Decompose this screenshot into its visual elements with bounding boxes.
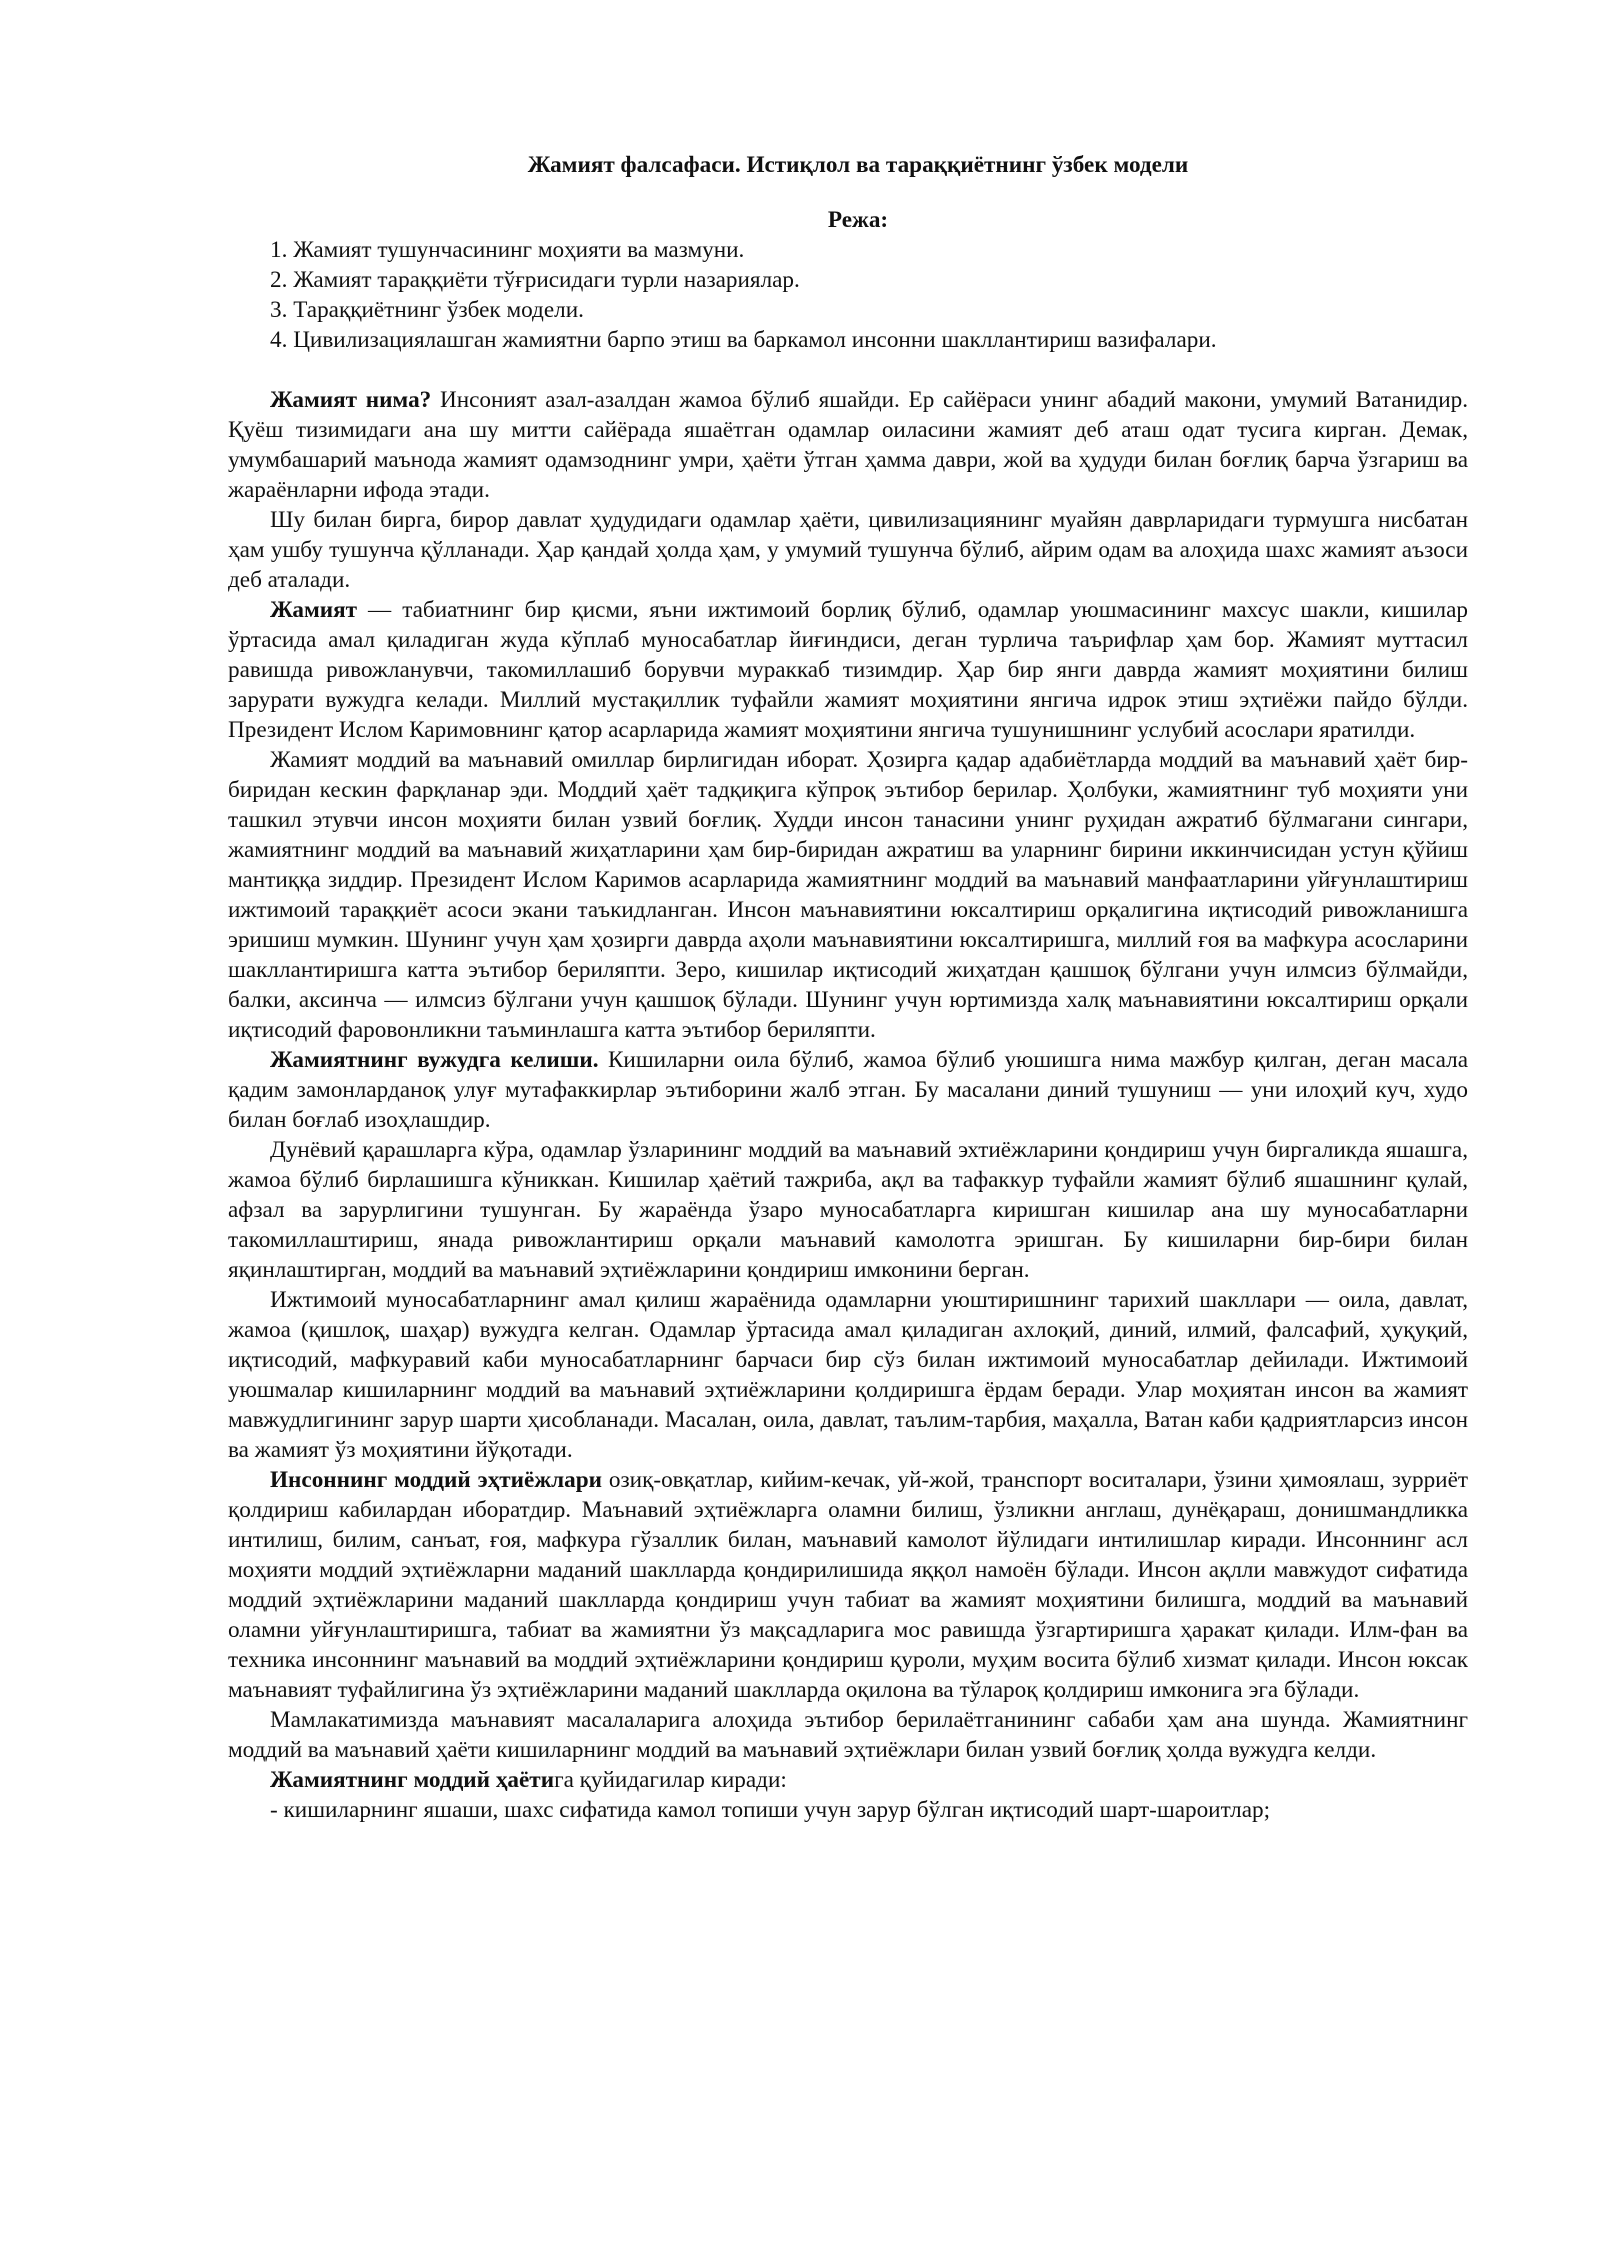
paragraph-text: Дунёвий қарашларга кўра, одамлар ўзларининг моддий ва маънавий эхтиёжларини қондириш учун биргаликда яшашга, жамоа бўлиб бирлашишга кўниккан. Кишилар ҳаётий тажриба, ақл ва тафаккур туфайли жамият бўлиб яшашнинг қулай, афзал ва зарурлигини тушунган. Бу жараёнда ўзаро муносабатларга киришган кишилар ана шу муносабатларни такомиллаштириш, янада ривожлантириш орқали маънавий камолотга эришган. Бу кишиларни бир-бири билан яқинлаштирган, моддий ва маънавий эҳтиёжларини қондириш имконини берган.	[228, 1137, 1468, 1283]
list-item: - кишиларнинг яшаши, шахс сифатида камол топиши учун зарур бўлган иқтисодий шарт-шароитлар;	[270, 1797, 1271, 1823]
paragraph-text: Кишиларни оила бўлиб, жамоа бўлиб уюшишга нима мажбур қилган, деган масала қадим замонларданоқ улуғ мутафаккирлар эътиборини жалб этган. Бу масалани диний тушуниш — уни илоҳий куч, худо билан боғлаб изоҳлашдир.	[228, 1047, 1468, 1133]
plan-item: 4. Цивилизациялашган жамиятни барпо этиш ва баркамол инсонни шакллантириш вазифалари.	[270, 327, 1217, 353]
paragraph	[228, 1765, 1468, 1795]
paragraph	[228, 1285, 1468, 1465]
paragraph-text: озиқ-овқатлар, кийим-кечак, уй-жой, транспорт воситалари, ўзини ҳимоялаш, зурриёт қолдириш кабилардан иборатдир. Маънавий эҳтиёжларга оламни билиш, ўзликни англаш, дунёқараш, донишмандликка интилиш, билим, санъат, ғоя, мафкура гўзаллик билан, маънавий камолот йўлидаги интилишлар киради. Инсоннинг асл моҳияти моддий эҳтиёжларни маданий шаклларда қондирилишида яққол намоён бўлади. Инсон ақлли мавжудот сифатида моддий эҳтиёжларини маданий шаклларда қондириш учун табиат ва жамият моҳиятини билишга, моддий ва маънавий оламни уйғунлаштиришга, табиат ва жамиятни ўз мақсадларига мос равишда ўзгартиришга ҳаракат қилади. Илм-фан ва техника инсоннинг маънавий ва моддий эҳтиёжларини қондириш қуроли, муҳим восита бўлиб хизмат қилади. Инсон юксак маънавият туфайлигина ўз эҳтиёжларини маданий шаклларда оқилона ва тўлароқ қолдириш имконига эга бўлади.	[228, 1467, 1469, 1703]
paragraph-text: Ижтимоий муносабатларнинг амал қилиш жараёнида одамларни уюштиришнинг тарихий шакллари — оила, давлат, жамоа (қишлоқ, шаҳар) вужудга келган. Одамлар ўртасида амал қиладиган ахлоқий, диний, илмий, фалсафий, ҳуқуқий, иқтисодий, мафкуравий каби муносабатларнинг барчаси бир сўз билан ижтимоий муносабатлар дейилади. Ижтимоий уюшмалар кишиларнинг моддий ва маънавий эҳтиёжларини қолдиришга ёрдам беради. Улар моҳиятан инсон ва жамият мавжудлигининг зарур шарти ҳисобланади. Масалан, оила, давлат, таълим-тарбия, маҳалла, Ватан каби қадриятларсиз инсон ва жамият ўз моҳиятини йўқотади.	[228, 1287, 1468, 1463]
document-page	[228, 150, 1468, 1825]
paragraph-text: — табиатнинг бир қисми, яъни ижтимоий борлиқ бўлиб, одамлар уюшмасининг махсус шакли, кишилар ўртасида амал қиладиган жуда кўплаб муносабатлар йиғиндиси, деган турлича таърифлар ҳам бор. Жамият муттасил равишда ривожланувчи, такомиллашиб борувчи мураккаб тизимдир. Ҳар бир янги даврда жамият моҳиятини билиш зарурати вужудга келади. Миллий мустақиллик туфайли жамият моҳиятини янгича идрок этиш эҳтиёжи пайдо бўлди. Президент Ислом Каримовнинг қатор асарларида жамият моҳиятини янгича тушунишнинг услубий асослари яратилди.	[228, 597, 1468, 743]
paragraph-text: Шу билан бирга, бирор давлат ҳудудидаги одамлар ҳаёти, цивилизациянинг муайян даврларидаги турмушга нисбатан ҳам ушбу тушунча қўлланади. Ҳар қандай ҳолда ҳам, у умумий тушунча бўлиб, айрим одам ва алоҳида шахс жамият аъзоси деб аталади.	[228, 507, 1468, 593]
document-title: Жамият фалсафаси. Истиқлол ва тараққиётнинг ўзбек модели	[527, 152, 1189, 178]
plan-heading: Режа:	[827, 207, 889, 233]
paragraph	[228, 1705, 1468, 1765]
paragraph	[228, 1135, 1468, 1285]
paragraph-text: га қуйидагилар киради:	[554, 1767, 787, 1793]
paragraph-lead: Жамиятнинг вужудга келиши.	[270, 1047, 599, 1073]
paragraph-lead: Жамият нима?	[270, 387, 432, 413]
paragraph	[228, 385, 1468, 505]
paragraph-text: Жамият моддий ва маънавий омиллар бирлигидан иборат. Ҳозирга қадар адабиётларда моддий ва маънавий ҳаёт бир-биридан кескин фарқланар эди. Моддий ҳаёт тадқиқига кўпроқ эътибор берилар. Ҳолбуки, жамиятнинг туб моҳияти уни ташкил этувчи инсон моҳияти билан узвий боғлиқ. Худди инсон танасини унинг руҳидан ажратиб бўлмагани сингари, жамиятнинг моддий ва маънавий жиҳатларини ҳам бир-биридан ажратиш ва уларнинг бирини иккинчисидан устун қўйиш мантиққа зиддир. Президент Ислом Каримов асарларида жамиятнинг моддий ва маънавий манфаатларини уйғунлаштириш ижтимоий тараққиёт асоси экани таъкидланган. Инсон маънавиятини юксалтириш орқалигина иқтисодий ривожланишга эришиш мумкин. Шунинг учун ҳам ҳозирги даврда аҳоли маънавиятини юксалтиришга, миллий ғоя ва мафкура асосларини шакллантиришга катта эътибор бериляпти. Зеро, кишилар иқтисодий жиҳатдан қашшоқ бўлгани учун илмсиз бўлмайди, балки, аксинча — илмсиз бўлгани учун қашшоқ бўлади. Шунинг учун юртимизда халқ маънавиятини юксалтириш орқали иқтисодий фаровонликни таъминлашга катта эътибор бериляпти.	[228, 747, 1468, 1043]
paragraph-lead: Жамиятнинг моддий ҳаёти	[270, 1767, 555, 1793]
paragraph	[228, 595, 1468, 745]
paragraph-text: Мамлакатимизда маънавият масалаларига алоҳида эътибор берилаётганининг сабаби ҳам ана шунда. Жамиятнинг моддий ва маънавий ҳаёти кишиларнинг моддий ва маънавий эҳтиёжлари билан узвий боғлиқ ҳолда вужудга келди.	[228, 1707, 1468, 1763]
plan-item: 1. Жамият тушунчасининг моҳияти ва мазмуни.	[270, 237, 745, 263]
plan-item: 2. Жамият тараққиёти тўғрисидаги турли назариялар.	[270, 267, 800, 293]
paragraph	[228, 745, 1468, 1045]
paragraph-text: Инсоният азал-азалдан жамоа бўлиб яшайди. Ер сайёраси унинг абадий макони, умумий Ватанидир. Қуёш тизимидаги ана шу митти сайёрада яшаётган одамлар оиласини жамият деб аташ одат тусига кирган. Демак, умумбашарий маънода жамият одамзоднинг умри, ҳаёти ўтган ҳамма даври, жой ва ҳудуди билан боғлиқ барча ўзгариш ва жараёнларни ифода этади.	[228, 387, 1468, 503]
paragraph	[228, 1045, 1468, 1135]
paragraph-lead: Жамият	[270, 597, 358, 623]
paragraph	[228, 1465, 1468, 1705]
plan-list	[228, 235, 1468, 355]
paragraph-lead: Инсоннинг моддий эҳтиёжлари	[270, 1467, 603, 1493]
paragraph	[228, 505, 1468, 595]
plan-item: 3. Тараққиётнинг ўзбек модели.	[270, 297, 584, 323]
